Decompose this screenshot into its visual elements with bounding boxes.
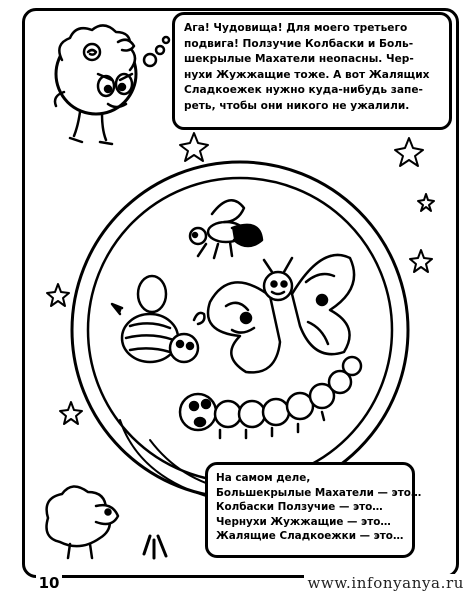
lamb-character (55, 25, 169, 144)
bubble-bottom-line: Чернухи Жужжащие — это… (216, 515, 391, 528)
bubble-top-line: нухи Жужжащие тоже. А вот Жалящих (184, 68, 430, 81)
bubble-bottom-line: На самом деле, (216, 472, 311, 484)
bubble-top-line: шекрылые Махатели неопасны. Чер- (184, 53, 414, 66)
watermark: www.infonyanya.ru (304, 574, 467, 592)
bubble-top-line: Сладкоежек нужно куда-нибудь запе- (184, 84, 423, 97)
bubble-bottom-line: Колбаски Ползучие — это… (216, 501, 383, 514)
bubble-top-line: Ага! Чудовища! Для моего третьего (184, 22, 408, 34)
bubble-bottom-line: Большекрылые Махатели — это… (216, 486, 422, 499)
page-number: 10 (36, 572, 62, 594)
speech-bubble-bottom (205, 462, 422, 558)
bubble-bottom-line: Жалящие Сладкоежки — это… (216, 530, 404, 543)
bubble-top-line: реть, чтобы они никого не ужалили. (184, 99, 410, 112)
bubble-top-line: подвига! Ползучие Колбаски и Боль- (184, 37, 414, 50)
small-lamb (47, 486, 119, 558)
speech-bubble-top (172, 12, 452, 130)
